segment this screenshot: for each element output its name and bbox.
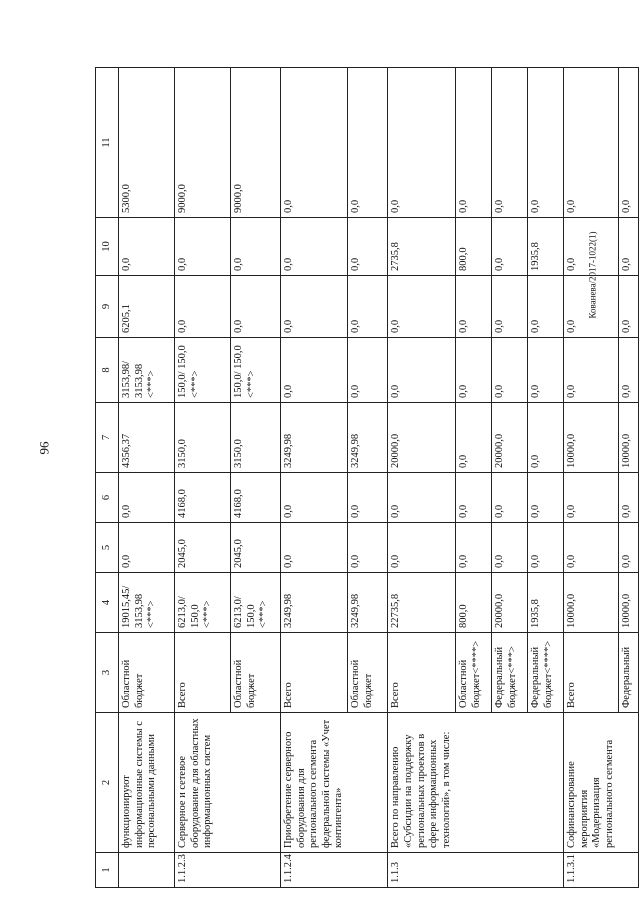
header-cell: 4 xyxy=(96,573,119,633)
value-cell: 0,0 xyxy=(119,523,175,573)
table-row xyxy=(563,68,618,888)
table-row xyxy=(348,68,388,888)
value-cell: 0,0 xyxy=(175,218,231,276)
item-name-cell xyxy=(231,713,281,853)
value-cell: 9000,0 xyxy=(231,68,281,218)
funding-source-cell: Всего xyxy=(175,633,231,713)
value-cell: 0,0 xyxy=(455,68,491,218)
table-row xyxy=(119,68,175,888)
value-cell: 0,0 xyxy=(281,473,348,523)
value-cell: 4356,37 xyxy=(119,403,175,473)
table-row xyxy=(388,68,455,888)
header-cell: 7 xyxy=(96,403,119,473)
value-cell: 0,0 xyxy=(491,338,527,403)
value-cell: 0,0 xyxy=(563,473,618,523)
value-cell: 0,0 xyxy=(175,276,231,338)
value-cell: 0,0 xyxy=(348,523,388,573)
header-cell: 5 xyxy=(96,523,119,573)
value-cell: 0,0 xyxy=(281,68,348,218)
value-cell: 2045,0 xyxy=(175,523,231,573)
value-cell: 0,0 xyxy=(527,473,563,523)
value-cell: 9000,0 xyxy=(175,68,231,218)
value-cell: 22735,8 xyxy=(388,573,455,633)
header-cell: 8 xyxy=(96,338,119,403)
item-id-cell xyxy=(231,853,281,888)
item-id-cell: 1.1.3 xyxy=(388,853,455,888)
document-code: Кованева/2017-1022(1) xyxy=(588,231,599,319)
value-cell: 800,0 xyxy=(455,573,491,633)
header-row xyxy=(96,68,119,888)
funding-source-cell: Всего xyxy=(281,633,348,713)
item-name-cell: Приобретение серверного оборудования для регионального сегмента федеральной системы «Учет контингента» xyxy=(281,713,348,853)
funding-source-cell: Федеральный бюджет<***> xyxy=(491,633,527,713)
value-cell: 5300,0 xyxy=(119,68,175,218)
item-id-cell: 1.1.2.3 xyxy=(175,853,231,888)
value-cell: 0,0 xyxy=(281,523,348,573)
header-cell: 11 xyxy=(96,68,119,218)
value-cell: 2045,0 xyxy=(231,523,281,573)
page-number: 96 xyxy=(36,441,52,455)
header-cell: 3 xyxy=(96,633,119,713)
value-cell: 0,0 xyxy=(563,218,618,276)
value-cell: 0,0 xyxy=(527,403,563,473)
table-row xyxy=(231,68,281,888)
value-cell: 3249,98 xyxy=(281,573,348,633)
header-cell: 1 xyxy=(96,853,119,888)
value-cell: 0,0 xyxy=(491,68,527,218)
value-cell: 0,0 xyxy=(491,276,527,338)
value-cell: 0,0 xyxy=(527,276,563,338)
item-name-cell xyxy=(348,713,388,853)
item-name-cell xyxy=(455,713,491,853)
item-id-cell xyxy=(348,853,388,888)
item-id-cell: 1.1.2.4 xyxy=(281,853,348,888)
item-id-cell xyxy=(119,853,175,888)
value-cell: 6205,1 xyxy=(119,276,175,338)
item-name-cell xyxy=(491,713,527,853)
value-cell: 0,0 xyxy=(618,473,638,523)
value-cell: 0,0 xyxy=(281,218,348,276)
value-cell: 10000,0 xyxy=(563,573,618,633)
funding-source-cell: Областной бюджет xyxy=(231,633,281,713)
value-cell: 0,0 xyxy=(281,338,348,403)
value-cell: 800,0 xyxy=(455,218,491,276)
table-row xyxy=(491,68,527,888)
item-id-cell: 1.1.3.1 xyxy=(563,853,618,888)
value-cell: 0,0 xyxy=(348,276,388,338)
value-cell: 0,0 xyxy=(618,338,638,403)
value-cell: 0,0 xyxy=(527,523,563,573)
value-cell: 0,0 xyxy=(455,276,491,338)
value-cell: 20000,0 xyxy=(491,403,527,473)
value-cell: 0,0 xyxy=(491,473,527,523)
funding-source-cell: Федеральный xyxy=(618,633,638,713)
table-row xyxy=(618,68,638,888)
value-cell: 10000,0 xyxy=(563,403,618,473)
value-cell: 0,0 xyxy=(563,68,618,218)
value-cell: 0,0 xyxy=(455,338,491,403)
funding-source-cell: Областной бюджет xyxy=(119,633,175,713)
table-row xyxy=(527,68,563,888)
funding-source-cell: Областной бюджет xyxy=(348,633,388,713)
item-id-cell xyxy=(618,853,638,888)
value-cell: 0,0 xyxy=(455,523,491,573)
value-cell: 0,0 xyxy=(388,523,455,573)
value-cell: 20000,0 xyxy=(388,403,455,473)
table-row xyxy=(455,68,491,888)
funding-source-cell: Федеральный бюджет<****> xyxy=(527,633,563,713)
item-name-cell: Серверное и сетевое оборудование для областных информационных систем xyxy=(175,713,231,853)
value-cell: 0,0 xyxy=(231,218,281,276)
value-cell: 0,0 xyxy=(563,276,618,338)
value-cell: 0,0 xyxy=(618,218,638,276)
value-cell: 6213,0/ 150,0 <***> xyxy=(231,573,281,633)
value-cell: 0,0 xyxy=(281,276,348,338)
value-cell: 3153,98/ 3153,98 <***> xyxy=(119,338,175,403)
value-cell: 0,0 xyxy=(388,68,455,218)
value-cell: 0,0 xyxy=(455,473,491,523)
value-cell: 0,0 xyxy=(119,473,175,523)
value-cell: 6213,0/ 150,0 <***> xyxy=(175,573,231,633)
value-cell: 3249,98 xyxy=(348,403,388,473)
value-cell: 3150,0 xyxy=(231,403,281,473)
value-cell: 0,0 xyxy=(388,338,455,403)
header-cell: 10 xyxy=(96,218,119,276)
header-cell: 6 xyxy=(96,473,119,523)
funding-source-cell: Всего xyxy=(388,633,455,713)
value-cell: 0,0 xyxy=(455,403,491,473)
value-cell: 0,0 xyxy=(119,218,175,276)
value-cell: 0,0 xyxy=(348,473,388,523)
value-cell: 0,0 xyxy=(527,68,563,218)
value-cell: 0,0 xyxy=(618,68,638,218)
value-cell: 150,0/ 150,0 <***> xyxy=(175,338,231,403)
value-cell: 0,0 xyxy=(563,338,618,403)
value-cell: 10000,0 xyxy=(618,403,638,473)
header-cell: 9 xyxy=(96,276,119,338)
value-cell: 4168,0 xyxy=(231,473,281,523)
value-cell: 0,0 xyxy=(491,218,527,276)
value-cell: 0,0 xyxy=(348,218,388,276)
value-cell: 19015,45/ 3153,98 <***> xyxy=(119,573,175,633)
item-name-cell xyxy=(618,713,638,853)
value-cell: 0,0 xyxy=(563,523,618,573)
value-cell: 10000,0 xyxy=(618,573,638,633)
value-cell: 0,0 xyxy=(618,276,638,338)
value-cell: 2735,8 xyxy=(388,218,455,276)
value-cell: 1935,8 xyxy=(527,573,563,633)
value-cell: 3249,98 xyxy=(281,403,348,473)
value-cell: 0,0 xyxy=(388,276,455,338)
value-cell: 0,0 xyxy=(348,68,388,218)
value-cell: 0,0 xyxy=(527,338,563,403)
item-name-cell: функционируют информационные системы с персональными данными xyxy=(119,713,175,853)
value-cell: 20000,0 xyxy=(491,573,527,633)
funding-source-cell: Всего xyxy=(563,633,618,713)
budget-table xyxy=(95,67,639,888)
item-name-cell xyxy=(527,713,563,853)
table-row xyxy=(175,68,231,888)
header-cell: 2 xyxy=(96,713,119,853)
value-cell: 0,0 xyxy=(388,473,455,523)
funding-source-cell: Областной бюджет<****> xyxy=(455,633,491,713)
item-name-cell: Всего по направлению «Субсидии на поддержку региональных проектов в сфере информационных технологий», в том числе: xyxy=(388,713,455,853)
value-cell: 3249,98 xyxy=(348,573,388,633)
value-cell: 1935,8 xyxy=(527,218,563,276)
item-id-cell xyxy=(527,853,563,888)
value-cell: 0,0 xyxy=(348,338,388,403)
value-cell: 0,0 xyxy=(491,523,527,573)
value-cell: 4168,0 xyxy=(175,473,231,523)
value-cell: 150,0/ 150,0 <***> xyxy=(231,338,281,403)
value-cell: 3150,0 xyxy=(175,403,231,473)
item-name-cell: Софинансирование мероприятия «Модернизация регионального сегмента xyxy=(563,713,618,853)
item-id-cell xyxy=(491,853,527,888)
value-cell: 0,0 xyxy=(618,523,638,573)
value-cell: 0,0 xyxy=(231,276,281,338)
item-id-cell xyxy=(455,853,491,888)
table-row xyxy=(281,68,348,888)
